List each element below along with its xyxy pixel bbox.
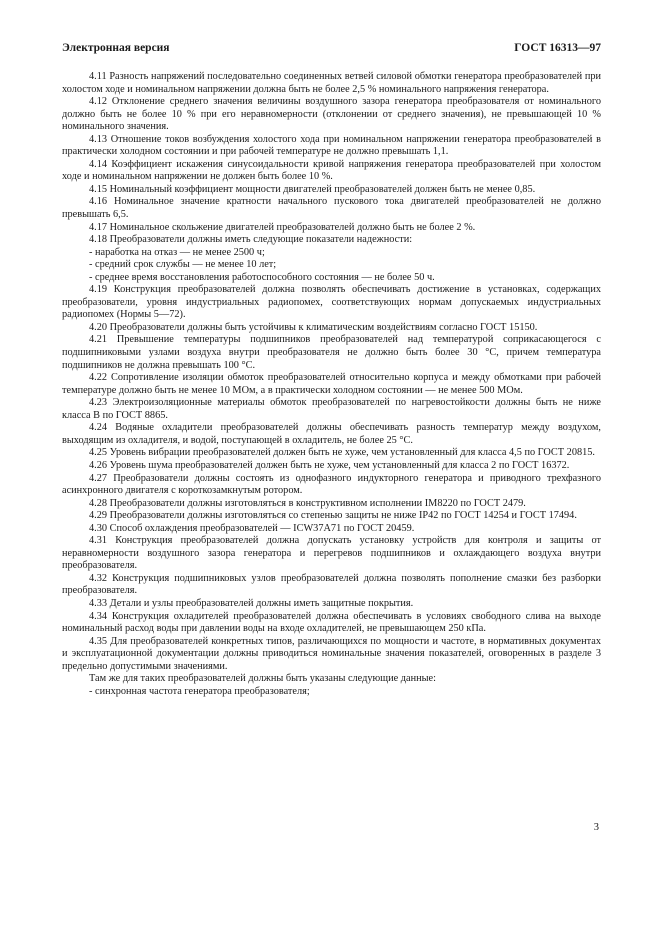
list-item-recovery-time: - среднее время восстановления работоспособного состояния — не более 50 ч. [89,271,435,283]
page-header [62,42,601,54]
paragraph-4-22: 4.22 Сопротивление изоляции обмоток преобразователей относительно корпуса и между обмотками при рабочей температуре должно быть не менее 10 МОм, а в практически холодном состоянии — не менее 500 МОм. [62,372,601,396]
paragraph-4-29: 4.29 Преобразователи должны изготовляться со степенью защиты не ниже IP42 по ГОСТ 14254 и ГОСТ 17494. [89,510,577,522]
paragraph-4-35: 4.35 Для преобразователей конкретных типов, различающихся по мощности и частоте, в нормативных документах и эксплуатационной документации должны приводиться номинальные значения показателей, оговоренных в разделе 3 предельно допустимыми значениями. [62,635,601,672]
paragraph-4-21: 4.21 Превышение температуры подшипников преобразователей над температурой соприкасающегося с подшипниковыми узлами воздуха внутри преобразователя не должно быть более 30 °С, причем температура подшипников не должна превышать 100 °С. [62,334,601,371]
paragraph-4-34: 4.34 Конструкция охладителей преобразователей должна обеспечивать в условиях свободного слива на выходе номинальный расход воды при давлении воды на входе охладителей, не превышающем 250 кПа. [62,610,601,635]
paragraph-4-23: 4.23 Электроизоляционные материалы обмоток преобразователей по нагревостойкости должны быть не ниже класса В по ГОСТ 8865. [62,397,601,421]
list-item-mtbf: - наработка на отказ — не менее 2500 ч; [89,246,265,258]
paragraph-4-31: 4.31 Конструкция преобразователей должна допускать установку устройств для контроля и защиты от неравномерности воздушного зазора генератора и перегревов подшипников и охлаждающего воздуха внутри преобразователя. [62,535,601,572]
paragraph-4-19: 4.19 Конструкция преобразователей должна позволять обеспечивать достижение в установках, содержащих преобразователи, уровня индустриальных радиопомех, соответствующих нормам допускаемых индустриальных радиопомех (Нормы 5—72). [62,284,601,321]
paragraph-4-20: 4.20 Преобразователи должны быть устойчивы к климатическим воздействиям согласно ГОСТ 15150. [89,321,538,333]
paragraph-4-33: 4.33 Детали и узлы преобразователей должны иметь защитные покрытия. [89,597,414,609]
document-body [62,71,601,698]
list-item-service-life: - средний срок службы — не менее 10 лет; [89,259,277,271]
paragraph-4-26: 4.26 Уровень шума преобразователей должен быть не хуже, чем установленный для класса 2 по ГОСТ 16372. [89,459,570,471]
paragraph-4-12: 4.12 Отклонение среднего значения величины воздушного зазора генератора преобразователя от номинального должно быть не более 10 % при его неравномерности (отклонении от среднего значения), не превышающей 10 % номинального значения. [62,96,601,133]
paragraph-4-15: 4.15 Номинальный коэффициент мощности двигателей преобразователей должен быть не менее 0,85. [89,183,536,195]
paragraph-4-13: 4.13 Отношение токов возбуждения холостого хода при номинальном напряжении генератора преобразователей в практически холодном состоянии и при рабочей температуре не должно превышать 1,1. [62,133,601,158]
paragraph-4-16: 4.16 Номинальное значение кратности начального пускового тока двигателей преобразователей не должно превышать 6,5. [62,196,601,221]
paragraph-4-25: 4.25 Уровень вибрации преобразователей должен быть не хуже, чем установленный для класса 4,5 по ГОСТ 20815. [89,447,595,459]
paragraph-4-27: 4.27 Преобразователи должны состоять из однофазного индукторного генератора и приводного трехфазного асинхронного двигателя с короткозамкнутым ротором. [62,472,601,497]
paragraph-4-17: 4.17 Номинальное скольжение двигателей преобразователей должно быть не более 2 %. [89,221,476,233]
header-standard-number: ГОСТ 16313—97 [514,42,601,54]
paragraph-4-11: 4.11 Разность напряжений последовательно соединенных ветвей силовой обмотки генератора преобразователей при холостом ходе и номинальном напряжении должна быть не более 2,5 % номинального напряжения генератора. [62,71,601,95]
paragraph-4-30: 4.30 Способ охлаждения преобразователей — ICW37A71 по ГОСТ 20459. [89,522,415,534]
paragraph-4-28: 4.28 Преобразователи должны изготовляться в конструктивном исполнении IM8220 по ГОСТ 2479. [89,497,526,509]
page-number: 3 [593,822,599,833]
paragraph-4-14: 4.14 Коэффициент искажения синусоидальности кривой напряжения генератора преобразователей при холостом ходе и номинальном напряжении не должен быть более 10 %. [62,158,601,183]
paragraph-4-18: 4.18 Преобразователи должны иметь следующие показатели надежности: [89,234,413,246]
paragraph-4-32: 4.32 Конструкция подшипниковых узлов преобразователей должна позволять пополнение смазки без разборки преобразователя. [62,572,601,597]
paragraph-data-intro: Там же для таких преобразователей должны быть указаны следующие данные: [89,673,436,685]
header-edition-label: Электронная версия [62,42,170,54]
paragraph-4-24: 4.24 Водяные охладители преобразователей должны обеспечивать разность температур между воздухом, выходящим из охладителя, и водой, поступающей в охладитель, не более 25 °С. [62,422,601,446]
list-item-sync-frequency: - синхронная частота генератора преобразователя; [89,685,310,697]
